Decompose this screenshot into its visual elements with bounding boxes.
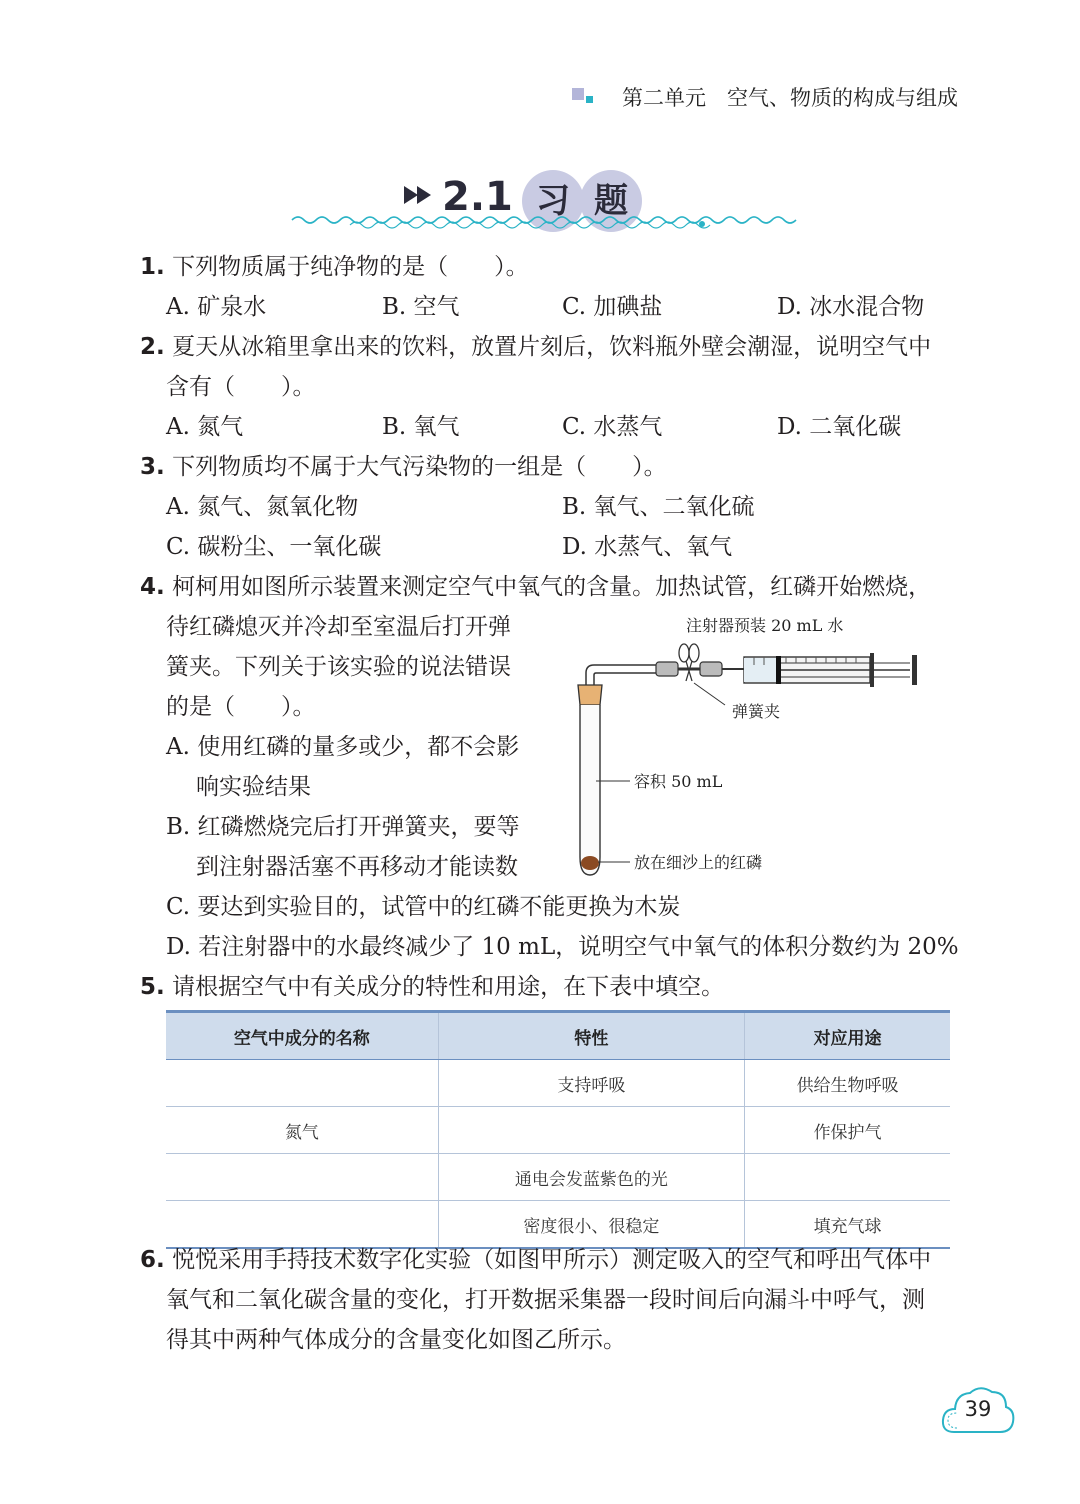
clamp-label: 弹簧夹 [732,702,781,721]
option: C. 要达到实验目的，试管中的红磷不能更换为木炭 [166,894,681,920]
option: B. 氧气 [382,414,460,440]
question-number: 6. [140,1247,165,1273]
option: D. 二氧化碳 [777,414,902,440]
table-row [166,1107,950,1154]
page-number-text: 39 [964,1397,992,1421]
question-5 [140,967,724,1007]
question-number: 3. [140,454,165,480]
question-number: 1. [140,254,165,280]
unit-header [572,82,972,114]
question-text-cont: 氧气和二氧化碳含量的变化，打开数据采集器一段时间后向漏斗中呼气，测 [166,1287,925,1313]
header-small-square-icon [586,96,593,103]
table-cell: 供给生物呼吸 [745,1060,950,1107]
section-title [290,170,810,240]
question-1 [140,247,529,287]
table-cell: 作保护气 [745,1107,950,1154]
table-cell: 通电会发蓝紫色的光 [438,1154,745,1201]
option: B. 空气 [382,294,460,320]
option: A. 矿泉水 [166,294,267,320]
question-text-cont: 得其中两种气体成分的含量变化如图乙所示。 [166,1327,626,1353]
fast-forward-icon [404,184,436,206]
air-components-table [166,1010,950,1249]
question-number: 4. [140,574,165,600]
table-cell: 氮气 [166,1107,438,1154]
question-number: 2. [140,334,165,360]
question-text-cont: 簧夹。下列关于该实验的说法错误 [166,654,511,680]
section-number: 2.1 [442,174,513,220]
question-text-cont: 的是（ ）。 [166,694,316,720]
table-header-row [166,1012,950,1060]
option: D. 冰水混合物 [777,294,925,320]
question-text-cont: 待红磷熄灭并冷却至室温后打开弹 [166,614,511,640]
table-cell: 填充气球 [745,1201,950,1249]
question-4 [140,567,931,607]
column-header: 空气中成分的名称 [166,1012,438,1060]
table-cell[interactable] [438,1107,745,1154]
option: C. 加碘盐 [562,294,663,320]
question-number: 5. [140,974,165,1000]
option-cont: 响实验结果 [196,774,311,800]
option: A. 氮气 [166,414,244,440]
question-3 [140,447,667,487]
question-text-cont: 含有（ ）。 [166,374,316,400]
option: D. 若注射器中的水最终减少了 10 mL，说明空气中氧气的体积分数约为 20% [166,934,959,960]
page-number [940,1380,1016,1440]
option: D. 水蒸气、氧气 [562,534,733,560]
option-cont: 到注射器活塞不再移动才能读数 [196,854,518,880]
table-cell[interactable] [166,1154,438,1201]
volume-label: 容积 50 mL [634,772,723,791]
column-header: 特性 [438,1012,745,1060]
wave-decoration [290,210,810,234]
question-text: 请根据空气中有关成分的特性和用途，在下表中填空。 [172,974,725,1000]
syringe-icon [744,653,917,687]
option: C. 碳粉尘、一氧化碳 [166,534,382,560]
table-row [166,1060,950,1107]
table-cell[interactable] [166,1060,438,1107]
option: A. 使用红磷的量多或少，都不会影 [166,734,520,760]
section-chip-1: 习 [522,170,584,232]
syringe-label: 注射器预装 20 mL 水 [686,616,844,635]
question-text: 夏天从冰箱里拿出来的饮料，放置片刻后，饮料瓶外壁会潮湿，说明空气中 [172,334,932,360]
question-text: 下列物质均不属于大气污染物的一组是（ ）。 [172,454,667,480]
table-cell: 密度很小、很稳定 [438,1201,745,1249]
table-cell[interactable] [745,1154,950,1201]
test-tube-icon [578,685,602,875]
spring-clamp-icon [679,644,699,681]
question-6 [140,1240,931,1280]
question-text: 悦悦采用手持技术数字化实验（如图甲所示）测定吸入的空气和呼出气体中 [172,1247,932,1273]
phosphorus-label: 放在细沙上的红磷 [634,853,763,872]
question-text: 下列物质属于纯净物的是（ ）。 [172,254,529,280]
table-row [166,1154,950,1201]
option: B. 氧气、二氧化硫 [562,494,755,520]
question-text: 柯柯用如图所示装置来测定空气中氧气的含量。加热试管，红磷开始燃烧， [172,574,932,600]
header-square-icon [572,88,584,100]
option: B. 红磷燃烧完后打开弹簧夹，要等 [166,814,520,840]
table-cell: 支持呼吸 [438,1060,745,1107]
option: A. 氮气、氮氧化物 [166,494,359,520]
section-chip-2: 题 [580,170,642,232]
option: C. 水蒸气 [562,414,663,440]
column-header: 对应用途 [745,1012,950,1060]
unit-title: 第二单元 空气、物质的构成与组成 [622,86,958,110]
connector-icon [656,662,678,676]
apparatus-diagram [560,605,940,885]
question-2 [140,327,931,367]
